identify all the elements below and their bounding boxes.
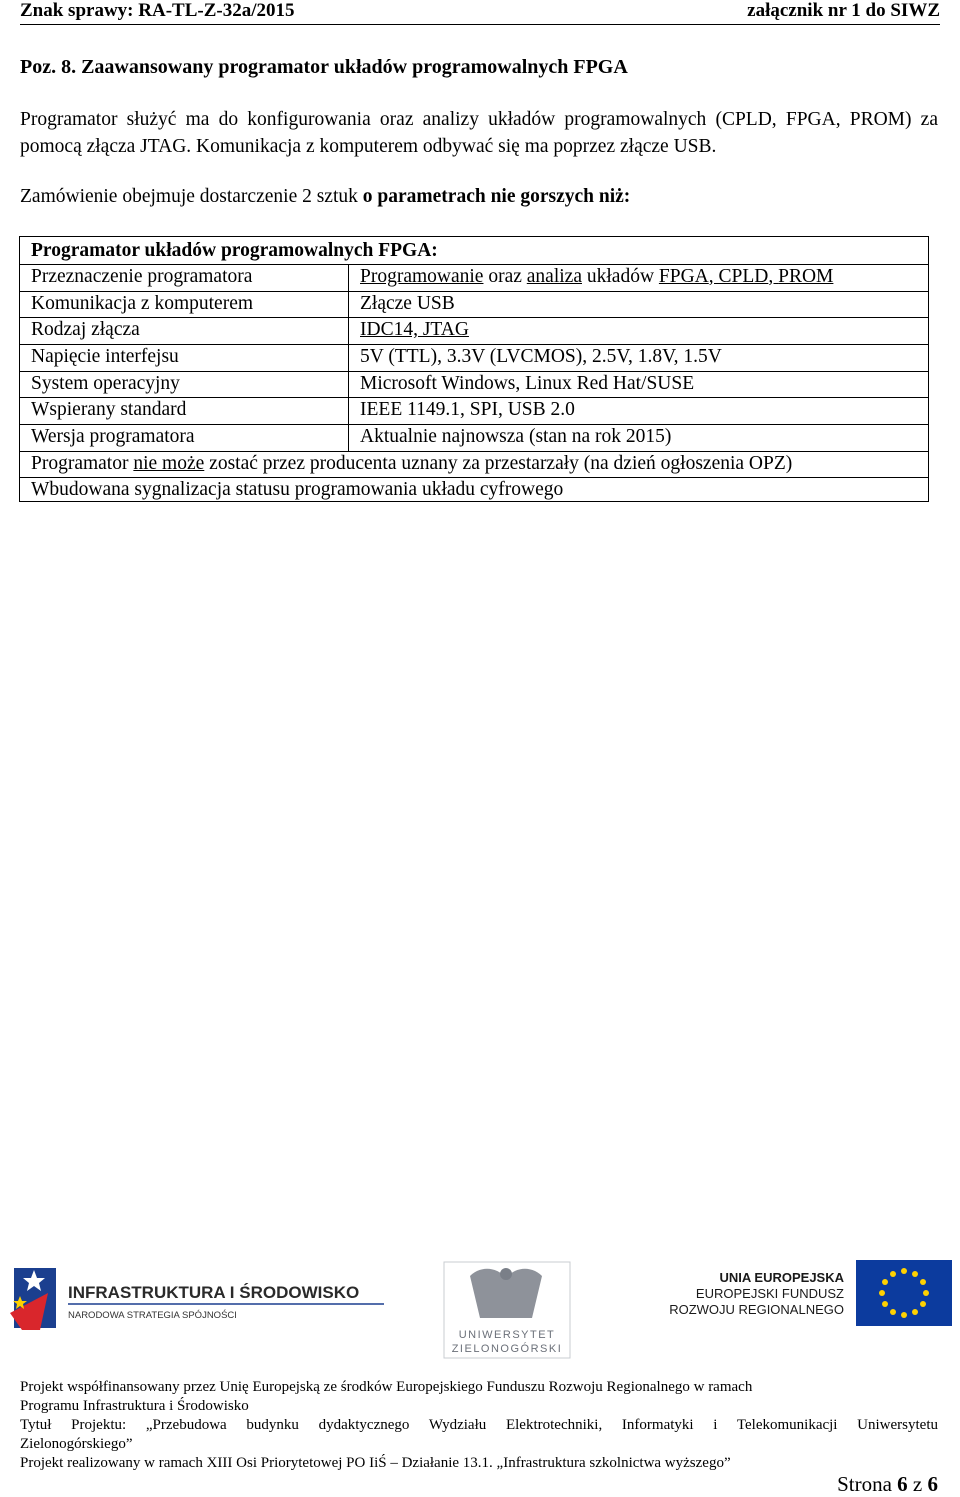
- ois-subtitle: NARODOWA STRATEGIA SPÓJNOŚCI: [68, 1310, 237, 1321]
- spec-key: System operacyjny: [31, 373, 180, 394]
- spec-value: IEEE 1149.1, SPI, USB 2.0: [360, 399, 575, 420]
- note-part: zostać przez producenta uznany za przestarzały (na dzień ogłoszenia OPZ): [204, 453, 793, 474]
- footer-line: Projekt współfinansowany przez Unię Europejską ze środków Europejskiego Funduszu Rozwoju Regionalnego w ramach: [20, 1379, 753, 1395]
- uz-logo: [444, 1262, 570, 1358]
- eu-line3: ROZWOJU REGIONALNEGO: [669, 1302, 844, 1317]
- eagle-head-icon: [500, 1268, 512, 1280]
- value-part: ,: [708, 266, 719, 287]
- spec-value: Microsoft Windows, Linux Red Hat/SUSE: [360, 373, 695, 394]
- ois-logo: [10, 1268, 384, 1330]
- footer-line: Projekt realizowany w ramach XIII Osi Priorytetowej PO IiŚ – Działanie 13.1. „Infrastruktura szkolnictwa wyższego”: [20, 1455, 731, 1471]
- footer-line: Tytuł Projektu: „Przebudowa budynku dydaktycznego Wydziału Elektrotechniki, Informatyki i Telekomunikacji Uniwersytetu: [20, 1417, 938, 1433]
- value-part: układów: [582, 266, 659, 287]
- eu-line1: UNIA EUROPEJSKA: [719, 1270, 844, 1285]
- spec-row: [20, 291, 928, 318]
- footer-line: Programu Infrastruktura i Środowisko: [20, 1398, 249, 1414]
- spec-key: Komunikacja z komputerem: [31, 293, 254, 314]
- note-underlined: nie może: [133, 453, 205, 474]
- logo-strip: [0, 1258, 960, 1368]
- value-part: Programowanie: [360, 266, 484, 287]
- value-part: oraz: [483, 266, 527, 287]
- eu-line2: EUROPEJSKI FUNDUSZ: [695, 1286, 844, 1301]
- footer-line: Zielonogórskiego”: [20, 1436, 133, 1452]
- order-bold: o parametrach nie gorszych niż:: [362, 186, 631, 207]
- spec-value: 5V (TTL), 3.3V (LVCMOS), 2.5V, 1.8V, 1.5V: [360, 346, 722, 367]
- value-underlined: IDC14, JTAG: [360, 319, 469, 340]
- page-prefix: Strona: [837, 1472, 898, 1496]
- spec-key: Rodzaj złącza: [31, 319, 140, 340]
- value-part: CPLD: [718, 266, 769, 287]
- spec-key: Wersja programatora: [31, 426, 195, 447]
- spec-heading: Programator układów programowalnych FPGA:: [31, 240, 438, 261]
- spec-note: Wbudowana sygnalizacja statusu programowania układu cyfrowego: [31, 479, 564, 500]
- page-number: [837, 1472, 938, 1497]
- spec-value: [360, 266, 833, 288]
- spec-note: [31, 453, 792, 475]
- spec-value: [360, 319, 469, 341]
- page-total: 6: [927, 1472, 938, 1496]
- spec-row: [20, 344, 928, 371]
- logo-graphics: [0, 1258, 960, 1368]
- page-footer: [20, 1378, 938, 1473]
- value-part: FPGA: [658, 266, 709, 287]
- value-part: analiza: [526, 266, 582, 287]
- value-part: PROM: [778, 266, 834, 287]
- spec-row: [20, 317, 928, 344]
- spec-key: Napięcie interfejsu: [31, 346, 179, 367]
- order-prefix: Zamówienie obejmuje dostarczenie 2 sztuk: [20, 186, 363, 207]
- intro-paragraph: Programator służyć ma do konfigurowania oraz analizy układów programowalnych (CPLD, FPGA, PROM) za pomocą złącza JTAG. Komunikacja z komputerem odbywać się ma poprzez złącze USB.: [20, 109, 938, 157]
- spec-table: [19, 236, 929, 502]
- spec-row: [20, 397, 928, 424]
- page-mid: z: [907, 1472, 928, 1496]
- spec-note-row: [20, 477, 928, 504]
- uz-line2: ZIELONOGÓRSKI: [451, 1343, 563, 1355]
- spec-key: Przeznaczenie programatora: [31, 266, 253, 287]
- spec-key: Wspierany standard: [31, 399, 187, 420]
- page-current: 6: [897, 1472, 908, 1496]
- eu-logo: [669, 1260, 952, 1326]
- attachment-label: załącznik nr 1 do SIWZ: [747, 0, 940, 21]
- value-part: ,: [768, 266, 779, 287]
- uz-line1: UNIWERSYTET: [458, 1329, 556, 1341]
- spec-row: [20, 264, 928, 291]
- note-part: Programator: [31, 453, 134, 474]
- spec-value: Złącze USB: [360, 293, 455, 314]
- spec-value: Aktualnie najnowsza (stan na rok 2015): [360, 426, 672, 447]
- case-number: Znak sprawy: RA-TL-Z-32a/2015: [20, 0, 295, 21]
- spec-note-row: [20, 451, 928, 478]
- order-paragraph: [20, 186, 630, 208]
- spec-row: [20, 424, 928, 451]
- spec-row: [20, 371, 928, 398]
- ois-title: INFRASTRUKTURA I ŚRODOWISKO: [68, 1283, 360, 1302]
- section-title: Poz. 8. Zaawansowany programator układów programowalnych FPGA: [20, 56, 628, 78]
- page-header: [20, 0, 940, 25]
